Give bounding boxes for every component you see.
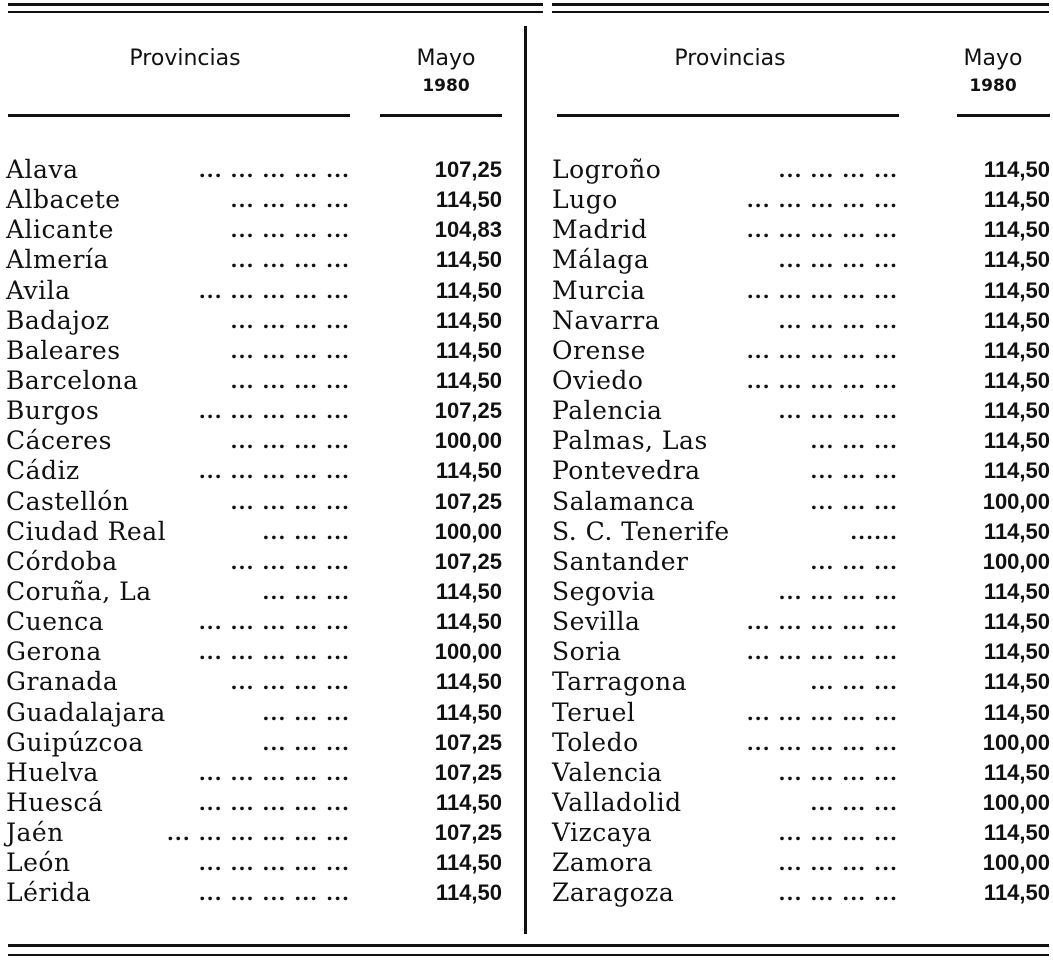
leader-dots: ... ... ... ... ...	[746, 610, 898, 635]
index-value: 107,25	[434, 488, 502, 514]
leader-dots: ... ... ...	[262, 730, 350, 755]
leader-dots: ... ... ...	[262, 579, 350, 604]
table-row	[6, 878, 502, 908]
index-value: 100,00	[982, 789, 1050, 815]
index-value: 114,50	[983, 307, 1050, 333]
province-name: Castellón	[6, 486, 130, 516]
leader-dots: ... ... ...	[810, 459, 898, 484]
table-row	[552, 155, 1050, 185]
top-rule-left-thin	[8, 11, 543, 13]
table-row	[6, 848, 502, 878]
table-row	[552, 396, 1050, 426]
table-row	[552, 818, 1050, 848]
index-value: 114,50	[983, 458, 1050, 484]
leader-dots: ... ... ... ... ...	[746, 338, 898, 363]
index-value: 107,25	[434, 548, 502, 574]
leader-dots: ... ... ... ... ...	[198, 760, 350, 785]
leader-dots: ......	[850, 519, 898, 544]
index-value: 114,50	[983, 578, 1050, 604]
table-row	[6, 637, 502, 667]
leader-dots: ... ... ... ...	[778, 851, 898, 876]
index-value: 114,50	[435, 880, 502, 906]
index-value: 114,50	[435, 669, 502, 695]
province-name: Zamora	[552, 848, 653, 878]
table-row	[6, 185, 502, 215]
table-row	[6, 426, 502, 456]
leader-dots: ... ... ... ... ...	[198, 158, 350, 182]
province-name: Sevilla	[552, 607, 641, 637]
index-value: 114,50	[983, 880, 1050, 906]
province-name: Orense	[552, 335, 646, 365]
left-provincias-header: Provincias	[129, 46, 241, 71]
index-value: 100,00	[434, 518, 502, 544]
left-year-header: 1980	[422, 76, 470, 96]
top-rule-left-thick	[8, 3, 543, 6]
left-provincias-underline	[8, 114, 350, 117]
index-value: 114,50	[983, 639, 1050, 665]
index-value: 114,50	[435, 789, 502, 815]
province-name: Albacete	[6, 185, 121, 215]
leader-dots: ... ... ... ...	[778, 760, 898, 785]
index-value: 107,25	[434, 759, 502, 785]
province-name: Granada	[6, 667, 119, 697]
leader-dots: ... ... ... ...	[778, 821, 898, 846]
index-value: 114,50	[983, 217, 1050, 243]
index-value: 114,50	[983, 247, 1050, 273]
province-name: Salamanca	[552, 486, 696, 516]
index-value: 114,50	[435, 850, 502, 876]
index-value: 114,50	[983, 820, 1050, 846]
province-name: Cádiz	[6, 456, 80, 486]
table-row	[6, 577, 502, 607]
province-name: Málaga	[552, 245, 650, 275]
leader-dots: ... ... ...	[810, 670, 898, 695]
province-name: Baleares	[6, 335, 121, 365]
index-value: 114,50	[983, 277, 1050, 303]
leader-dots: ... ... ... ...	[230, 218, 350, 243]
leader-dots: ... ... ... ...	[230, 248, 350, 273]
leader-dots: ... ... ... ... ...	[198, 459, 350, 484]
leader-dots: ... ... ... ...	[778, 579, 898, 604]
table-row	[552, 547, 1050, 577]
province-name: Navarra	[552, 305, 661, 335]
province-name: Palmas, Las	[552, 426, 708, 456]
right-provincias-underline	[557, 114, 899, 117]
index-value: 114,50	[983, 609, 1050, 635]
leader-dots: ... ... ...	[262, 700, 350, 725]
leader-dots: ... ... ...	[810, 489, 898, 514]
table-row	[552, 637, 1050, 667]
table-row	[552, 848, 1050, 878]
leader-dots: ... ... ... ... ...	[746, 188, 898, 213]
province-name: Valladolid	[552, 787, 682, 817]
province-name: Soria	[552, 637, 622, 667]
province-name: Huelva	[6, 757, 99, 787]
table-row	[6, 366, 502, 396]
province-name: Gerona	[6, 637, 102, 667]
index-value: 107,25	[434, 729, 502, 755]
table-row	[6, 487, 502, 517]
leader-dots: ... ... ...	[810, 790, 898, 815]
leader-dots: ... ... ... ...	[230, 549, 350, 574]
leader-dots: ... ... ... ... ...	[746, 700, 898, 725]
index-value: 100,00	[982, 488, 1050, 514]
index-value: 100,00	[982, 729, 1050, 755]
province-name: Guipúzcoa	[6, 727, 144, 757]
index-value: 114,50	[435, 458, 502, 484]
province-name: León	[6, 848, 71, 878]
leader-dots: ... ... ... ...	[778, 881, 898, 906]
index-value: 114,50	[435, 187, 502, 213]
index-value: 114,50	[983, 157, 1050, 182]
leader-dots: ... ... ... ...	[778, 248, 898, 273]
table-row	[552, 758, 1050, 788]
table-row	[6, 758, 502, 788]
index-value: 114,50	[983, 187, 1050, 213]
left-province-list	[6, 155, 502, 909]
index-value: 114,50	[983, 669, 1050, 695]
province-name: Lérida	[6, 878, 92, 908]
table-row	[552, 215, 1050, 245]
table-row	[552, 306, 1050, 336]
leader-dots: ... ... ... ... ...	[198, 790, 350, 815]
index-value: 114,50	[983, 428, 1050, 454]
index-value: 114,50	[435, 307, 502, 333]
leader-dots: ... ... ... ...	[778, 308, 898, 333]
index-value: 100,00	[982, 548, 1050, 574]
bottom-rule-thin	[8, 954, 1049, 956]
province-name: Almería	[6, 245, 109, 275]
table-row	[552, 426, 1050, 456]
table-row	[552, 245, 1050, 275]
leader-dots: ... ... ... ...	[230, 368, 350, 393]
index-value: 100,00	[434, 639, 502, 665]
leader-dots: ... ... ... ...	[778, 399, 898, 424]
center-column-divider	[524, 26, 527, 934]
table-row	[552, 487, 1050, 517]
left-mayo-header: Mayo	[416, 46, 476, 71]
province-name: Vizcaya	[552, 818, 653, 848]
province-name: Toledo	[552, 727, 639, 757]
leader-dots: ... ... ... ... ...	[198, 640, 350, 665]
province-name: Palencia	[552, 396, 663, 426]
leader-dots: ... ... ... ... ...	[746, 218, 898, 243]
bottom-rule-thick	[8, 944, 1049, 947]
province-name: Lugo	[552, 185, 618, 215]
index-value: 114,50	[435, 337, 502, 363]
index-value: 114,50	[983, 759, 1050, 785]
table-row	[552, 276, 1050, 306]
index-value: 114,50	[435, 699, 502, 725]
table-row	[6, 215, 502, 245]
index-value: 107,25	[434, 157, 502, 182]
index-value: 114,50	[435, 277, 502, 303]
table-row	[6, 788, 502, 818]
table-row	[6, 336, 502, 366]
table-row	[6, 698, 502, 728]
province-name: Guadalajara	[6, 697, 166, 727]
leader-dots: ... ... ... ...	[230, 188, 350, 213]
leader-dots: ... ... ... ...	[230, 308, 350, 333]
province-name: Alicante	[6, 215, 114, 245]
table-row	[552, 456, 1050, 486]
province-name: Coruña, La	[6, 576, 152, 606]
table-row	[6, 607, 502, 637]
province-name: Segovia	[552, 576, 656, 606]
table-row	[6, 245, 502, 275]
leader-dots: ... ... ... ...	[778, 158, 898, 182]
right-year-header: 1980	[969, 76, 1017, 96]
right-mayo-header: Mayo	[963, 46, 1023, 71]
province-name: Murcia	[552, 275, 646, 305]
province-name: Madrid	[552, 215, 648, 245]
province-name: Oviedo	[552, 365, 644, 395]
index-value: 100,00	[982, 850, 1050, 876]
leader-dots: ... ... ... ... ...	[746, 730, 898, 755]
province-name: Jaén	[6, 818, 64, 848]
index-value: 114,50	[983, 518, 1050, 544]
leader-dots: ... ... ... ... ...	[198, 278, 350, 303]
table-row	[552, 366, 1050, 396]
right-province-list	[552, 155, 1050, 909]
table-row	[6, 456, 502, 486]
province-name: Santander	[552, 546, 689, 576]
province-name: Badajoz	[6, 305, 110, 335]
table-row	[6, 396, 502, 426]
leader-dots: ... ... ... ... ...	[198, 399, 350, 424]
right-mayo-underline	[957, 114, 1050, 117]
table-row	[6, 818, 502, 848]
table-row	[552, 607, 1050, 637]
province-name: Valencia	[552, 757, 663, 787]
province-name: Alava	[6, 155, 79, 184]
table-row	[6, 517, 502, 547]
table-row	[552, 185, 1050, 215]
index-value: 114,50	[983, 367, 1050, 393]
leader-dots: ... ... ... ... ...	[198, 881, 350, 906]
province-name: Barcelona	[6, 365, 139, 395]
table-row	[552, 788, 1050, 818]
province-name: Cáceres	[6, 426, 112, 456]
index-value: 114,50	[983, 699, 1050, 725]
index-value: 100,00	[434, 428, 502, 454]
table-row	[6, 155, 502, 185]
table-row	[552, 878, 1050, 908]
top-rule-right-thin	[552, 11, 1049, 13]
table-row	[6, 547, 502, 577]
leader-dots: ... ... ... ... ...	[746, 368, 898, 393]
table-row	[6, 667, 502, 697]
table-row	[6, 728, 502, 758]
leader-dots: ... ... ... ...	[230, 429, 350, 454]
leader-dots: ... ... ...	[810, 549, 898, 574]
table-row	[552, 728, 1050, 758]
table-row	[6, 276, 502, 306]
leader-dots: ... ... ...	[810, 429, 898, 454]
leader-dots: ... ... ... ... ...	[198, 851, 350, 876]
province-name: Logroño	[552, 155, 662, 184]
province-name: Pontevedra	[552, 456, 701, 486]
right-provincias-header: Provincias	[674, 46, 786, 71]
left-mayo-underline	[380, 114, 502, 117]
leader-dots: ... ... ... ... ...	[746, 640, 898, 665]
table-row	[552, 517, 1050, 547]
province-name: Tarragona	[552, 667, 688, 697]
index-value: 104,83	[434, 217, 502, 243]
province-name: Huescá	[6, 787, 104, 817]
index-value: 114,50	[983, 337, 1050, 363]
index-value: 114,50	[435, 609, 502, 635]
table-row	[552, 698, 1050, 728]
index-value: 114,50	[435, 247, 502, 273]
index-value: 114,50	[983, 398, 1050, 424]
leader-dots: ... ... ... ...	[230, 670, 350, 695]
leader-dots: ... ... ... ... ...	[746, 278, 898, 303]
province-name: Burgos	[6, 396, 100, 426]
top-rule-right-thick	[552, 3, 1049, 6]
province-name: Avila	[6, 275, 71, 305]
table-row	[552, 336, 1050, 366]
index-value: 107,25	[434, 820, 502, 846]
leader-dots: ... ... ... ... ...	[198, 610, 350, 635]
province-name: Ciudad Real	[6, 516, 167, 546]
index-value: 107,25	[434, 398, 502, 424]
leader-dots: ... ... ... ... ... ...	[166, 821, 350, 846]
leader-dots: ... ... ...	[262, 519, 350, 544]
province-name: Teruel	[552, 697, 636, 727]
table-row	[552, 577, 1050, 607]
index-value: 114,50	[435, 578, 502, 604]
leader-dots: ... ... ... ...	[230, 338, 350, 363]
index-value: 114,50	[435, 367, 502, 393]
leader-dots: ... ... ... ...	[230, 489, 350, 514]
table-row	[6, 306, 502, 336]
province-name: Cuenca	[6, 607, 105, 637]
table-row	[552, 667, 1050, 697]
province-name: Zaragoza	[552, 878, 675, 908]
province-name: Córdoba	[6, 546, 118, 576]
province-name: S. C. Tenerife	[552, 516, 730, 546]
